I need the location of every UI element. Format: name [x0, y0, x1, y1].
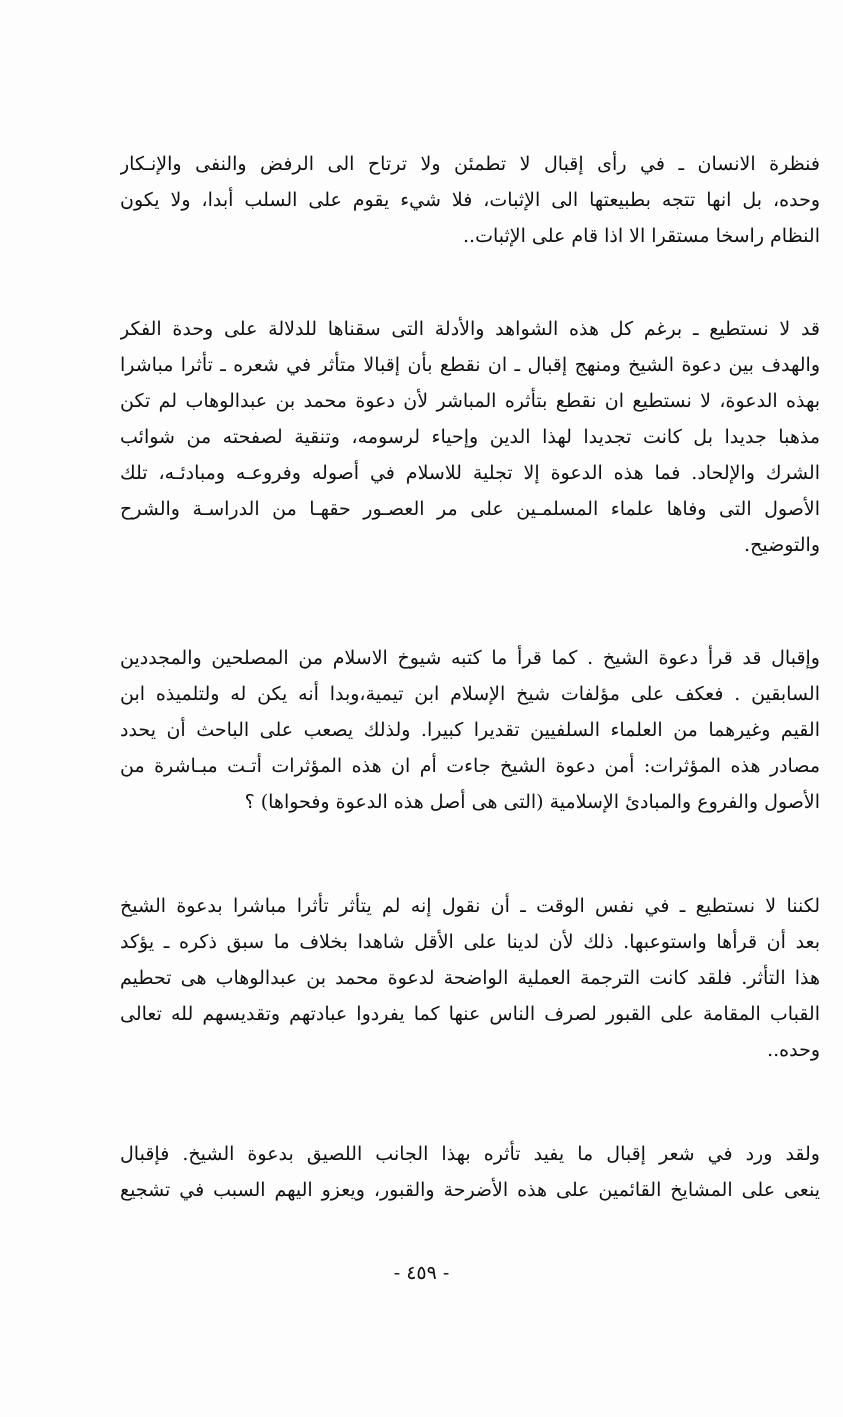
- text-line: والتوضيح.: [744, 534, 820, 556]
- text-line: ولقد ورد في شعر إقبال ما يفيد تأثره بهذا الجانب اللصيق بدعوة الشيخ. فإقبال: [120, 1143, 820, 1165]
- paragraph-2: [120, 311, 820, 563]
- text-line: بهذه الدعوة، لا نستطيع ان نقطع بتأثره المباشر لأن دعوة محمد بن عبدالوهاب لم تكن: [120, 390, 820, 412]
- paragraph-4: [120, 888, 820, 1068]
- text-line: مصادر هذه المؤثرات: أمن دعوة الشيخ جاءت أم ان هذه المؤثرات أتـت مبـاشرة من: [120, 755, 820, 777]
- text-line: فنظرة الانسان ـ في رأى إقبال لا تطمئن ولا ترتاح الى الرفض والنفى والإنـكار: [120, 153, 820, 175]
- paragraph-1: [120, 146, 820, 254]
- text-line: والهدف بين دعوة الشيخ ومنهج إقبال ـ ان نقطع بأن إقبالا متأثر في شعره ـ تأثرا مباشرا: [120, 354, 820, 376]
- text-line: بعد أن قرأها واستوعبها. ذلك لأن لدينا على الأقل شاهدا بخلاف ما سبق ذكره ـ يؤكد: [120, 931, 820, 953]
- text-line: مذهبا جديدا بل كانت تجديدا لهذا الدين وإحياء لرسومه، وتنقية لصفحته من شوائب: [120, 426, 820, 448]
- text-line: القيم وغيرهما من العلماء السلفيين تقديرا كبيرا. ولذلك يصعب على الباحث أن يحدد: [120, 719, 820, 741]
- page-number: - ٤٥٩ -: [393, 1262, 450, 1284]
- text-line: القباب المقامة على القبور لصرف الناس عنها كما يفردوا عبادتهم وتقديسهم لله تعالى: [120, 1003, 820, 1025]
- text-line: الأصول والفروع والمبادئ الإسلامية (التى هى أصل هذه الدعوة وفحواها) ؟: [244, 791, 820, 813]
- text-line: قد لا نستطيع ـ برغم كل هذه الشواهد والأدلة التى سقناها للدلالة على وحدة الفكر: [120, 318, 820, 340]
- text-line: وإقبال قد قرأ دعوة الشيخ . كما قرأ ما كتبه شيوخ الاسلام من المصلحين والمجددين: [120, 647, 820, 669]
- text-line: وحده..: [767, 1039, 820, 1061]
- text-line: السابقين . فعكف على مؤلفات شيخ الإسلام ابن تيمية،وبدا أنه يكن له ولتلميذه ابن: [120, 683, 820, 705]
- text-line: هذا التأثر. فلقد كانت الترجمة العملية الواضحة لدعوة محمد بن عبدالوهاب هى تحطيم: [120, 967, 820, 989]
- text-line: النظام راسخا مستقرا الا اذا قام على الإثبات..: [462, 225, 820, 247]
- text-line: الأصول التى وفاها علماء المسلمـين على مر العصـور حقهـا من الدراسـة والشرح: [120, 498, 820, 520]
- text-line: الشرك والإلحاد. فما هذه الدعوة إلا تجلية للاسلام في أصوله وفروعـه ومبادئـه، تلك: [120, 462, 820, 484]
- text-line: وحده، بل انها تتجه بطبيعتها الى الإثبات، فلا شيء يقوم على السلب أبدا، ولا يكون: [120, 189, 820, 211]
- paragraph-3: [120, 640, 820, 820]
- text-line: لكننا لا نستطيع ـ في نفس الوقت ـ أن نقول إنه لم يتأثر تأثرا مباشرا بدعوة الشيخ: [120, 895, 820, 917]
- paragraph-5: [120, 1136, 820, 1208]
- text-line: ينعى على المشايخ القائمين على هذه الأضرحة والقبور، ويعزو اليهم السبب في تشجيع: [120, 1179, 820, 1201]
